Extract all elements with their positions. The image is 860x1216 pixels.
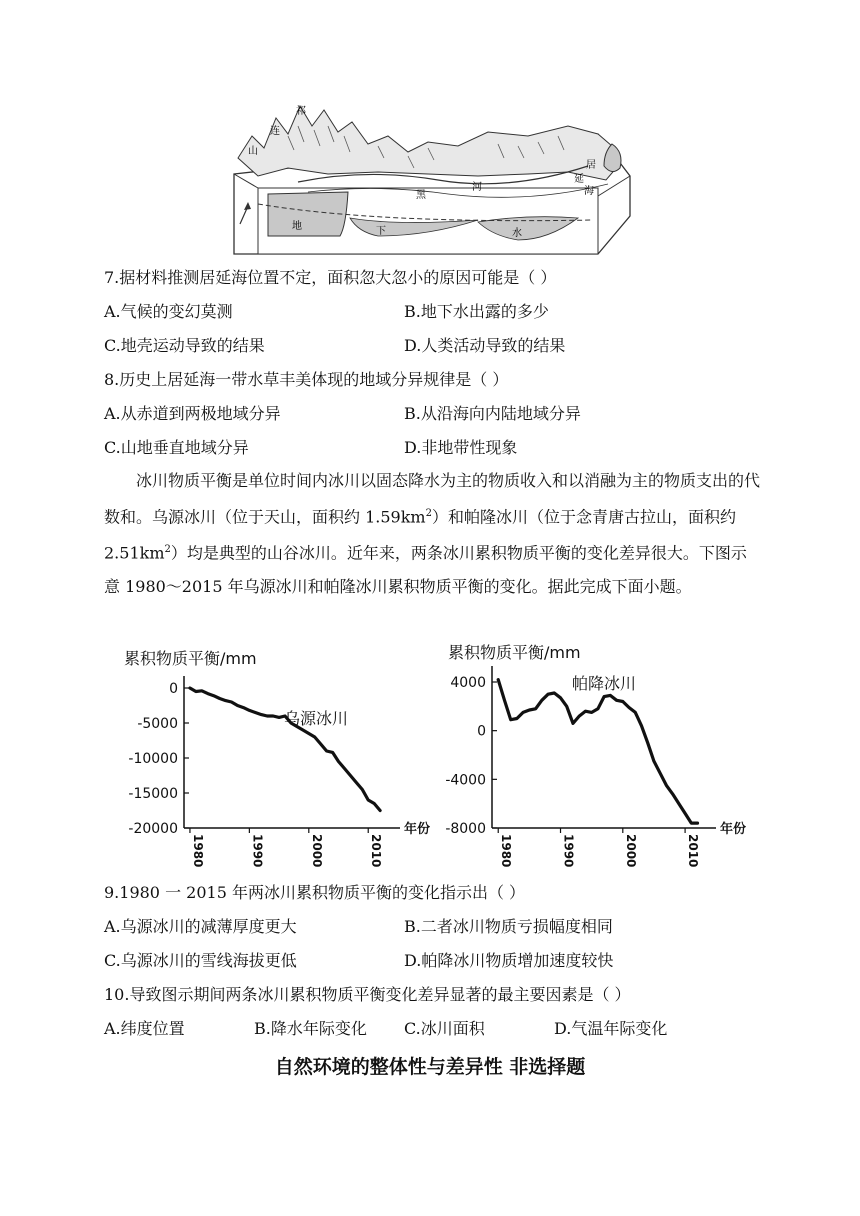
x-tick-label: 1980 xyxy=(499,834,514,868)
label-hei: 黑 xyxy=(416,190,426,201)
passage-part-3: ）均是典型的山谷冰川。近年来，两条冰川累积物质平衡的变化差异很大。下图示意 1980～2015 年乌源冰川和帕隆冰川累积物质平衡的变化。据此完成下面小题。 xyxy=(104,543,747,596)
q7-option-b: B.地下水出露的多少 xyxy=(404,302,549,321)
x-tick-label: 1990 xyxy=(561,834,576,868)
label-hai: 海 xyxy=(584,186,594,197)
x-tick-label: 2010 xyxy=(686,834,701,868)
y-axis-label: 累积物质平衡/mm xyxy=(124,649,257,668)
q9-stem: 9.1980 一 2015 年两冰川累积物质平衡的变化指示出（ ） xyxy=(104,883,526,902)
y-tick-label: 0 xyxy=(169,681,178,697)
y-tick-label: -15000 xyxy=(128,786,178,802)
x-tick-label: 2010 xyxy=(369,834,384,868)
label-he: 河 xyxy=(472,182,482,193)
q9-option-b: B.二者冰川物质亏损幅度相同 xyxy=(404,917,613,936)
q9-option-c: C.乌源冰川的雪线海拔更低 xyxy=(104,951,297,970)
label-qi: 祁 xyxy=(296,106,306,117)
q8-option-b: B.从沿海向内陆地域分异 xyxy=(404,404,581,423)
palong-glacier-chart xyxy=(440,636,750,872)
series-line xyxy=(190,688,380,811)
q10-option-c: C.冰川面积 xyxy=(404,1019,485,1038)
x-axis-label: 年份 xyxy=(720,822,747,837)
q10-option-b: B.降水年际变化 xyxy=(254,1019,367,1038)
y-axis-label: 累积物质平衡/mm xyxy=(448,643,581,662)
q8-option-d: D.非地带性现象 xyxy=(404,438,518,457)
passage-part-1: 冰川物质平衡是单位时间内冰川以固态降水为主的物质收入和以消融为主的物质支出的代数和。乌源冰川（位于天山，面积约 1.59km xyxy=(104,471,761,527)
q7-stem: 7.据材料推测居延海位置不定，面积忽大忽小的原因可能是（ ） xyxy=(104,268,557,287)
label-yan: 延 xyxy=(574,174,584,185)
q10-option-d: D.气温年际变化 xyxy=(554,1019,668,1038)
wuyuan-glacier-chart xyxy=(112,640,431,872)
y-tick-label: -10000 xyxy=(128,751,178,767)
q9-option-a: A.乌源冰川的减薄厚度更大 xyxy=(104,917,297,936)
label-xia: 下 xyxy=(376,226,386,237)
q10-stem: 10.导致图示期间两条冰川累积物质平衡变化差异显著的最主要因素是（ ） xyxy=(104,985,631,1004)
q8-option-a: A.从赤道到两极地域分异 xyxy=(104,404,281,423)
passage-sup-2: 2 xyxy=(164,544,171,556)
q7-option-d: D.人类活动导致的结果 xyxy=(404,336,566,355)
q10-option-a: A.纬度位置 xyxy=(104,1019,185,1038)
label-ju: 居 xyxy=(586,160,596,171)
q7-option-a: A.气候的变幻莫测 xyxy=(104,302,233,321)
label-di: 地 xyxy=(292,221,302,232)
passage-paragraph xyxy=(104,464,760,603)
y-tick-label: 4000 xyxy=(450,675,486,691)
y-tick-label: -5000 xyxy=(137,716,178,732)
q8-stem: 8.历史上居延海一带水草丰美体现的地域分异规律是（ ） xyxy=(104,370,509,389)
x-tick-label: 2000 xyxy=(623,834,638,868)
label-lian: 连 xyxy=(270,126,280,137)
q8-option-c: C.山地垂直地域分异 xyxy=(104,438,249,457)
x-axis-label: 年份 xyxy=(404,822,431,837)
y-tick-label: -20000 xyxy=(128,821,178,837)
y-tick-label: -4000 xyxy=(445,772,486,789)
series-name-label: 帕降冰川 xyxy=(572,674,637,693)
passage-part-2: ）和帕隆冰川（位于念青唐古拉山，面积约 2.51km xyxy=(104,507,736,563)
q9-option-d: D.帕降冰川物质增加速度较快 xyxy=(404,951,614,970)
x-tick-label: 2000 xyxy=(309,834,324,868)
juyanhai-block-diagram xyxy=(228,96,632,256)
series-name-label: 乌源冰川 xyxy=(284,709,349,728)
q7-option-c: C.地壳运动导致的结果 xyxy=(104,336,265,355)
label-shui: 水 xyxy=(512,228,522,239)
y-tick-label: 0 xyxy=(477,723,486,740)
x-tick-label: 1980 xyxy=(190,834,205,868)
passage-sup-1: 2 xyxy=(425,508,432,519)
y-tick-label: -8000 xyxy=(445,821,486,837)
x-tick-label: 1990 xyxy=(250,834,265,868)
series-line xyxy=(498,680,697,824)
label-shan: 山 xyxy=(248,146,258,157)
section-title: 自然环境的整体性与差异性 非选择题 xyxy=(274,1056,586,1078)
